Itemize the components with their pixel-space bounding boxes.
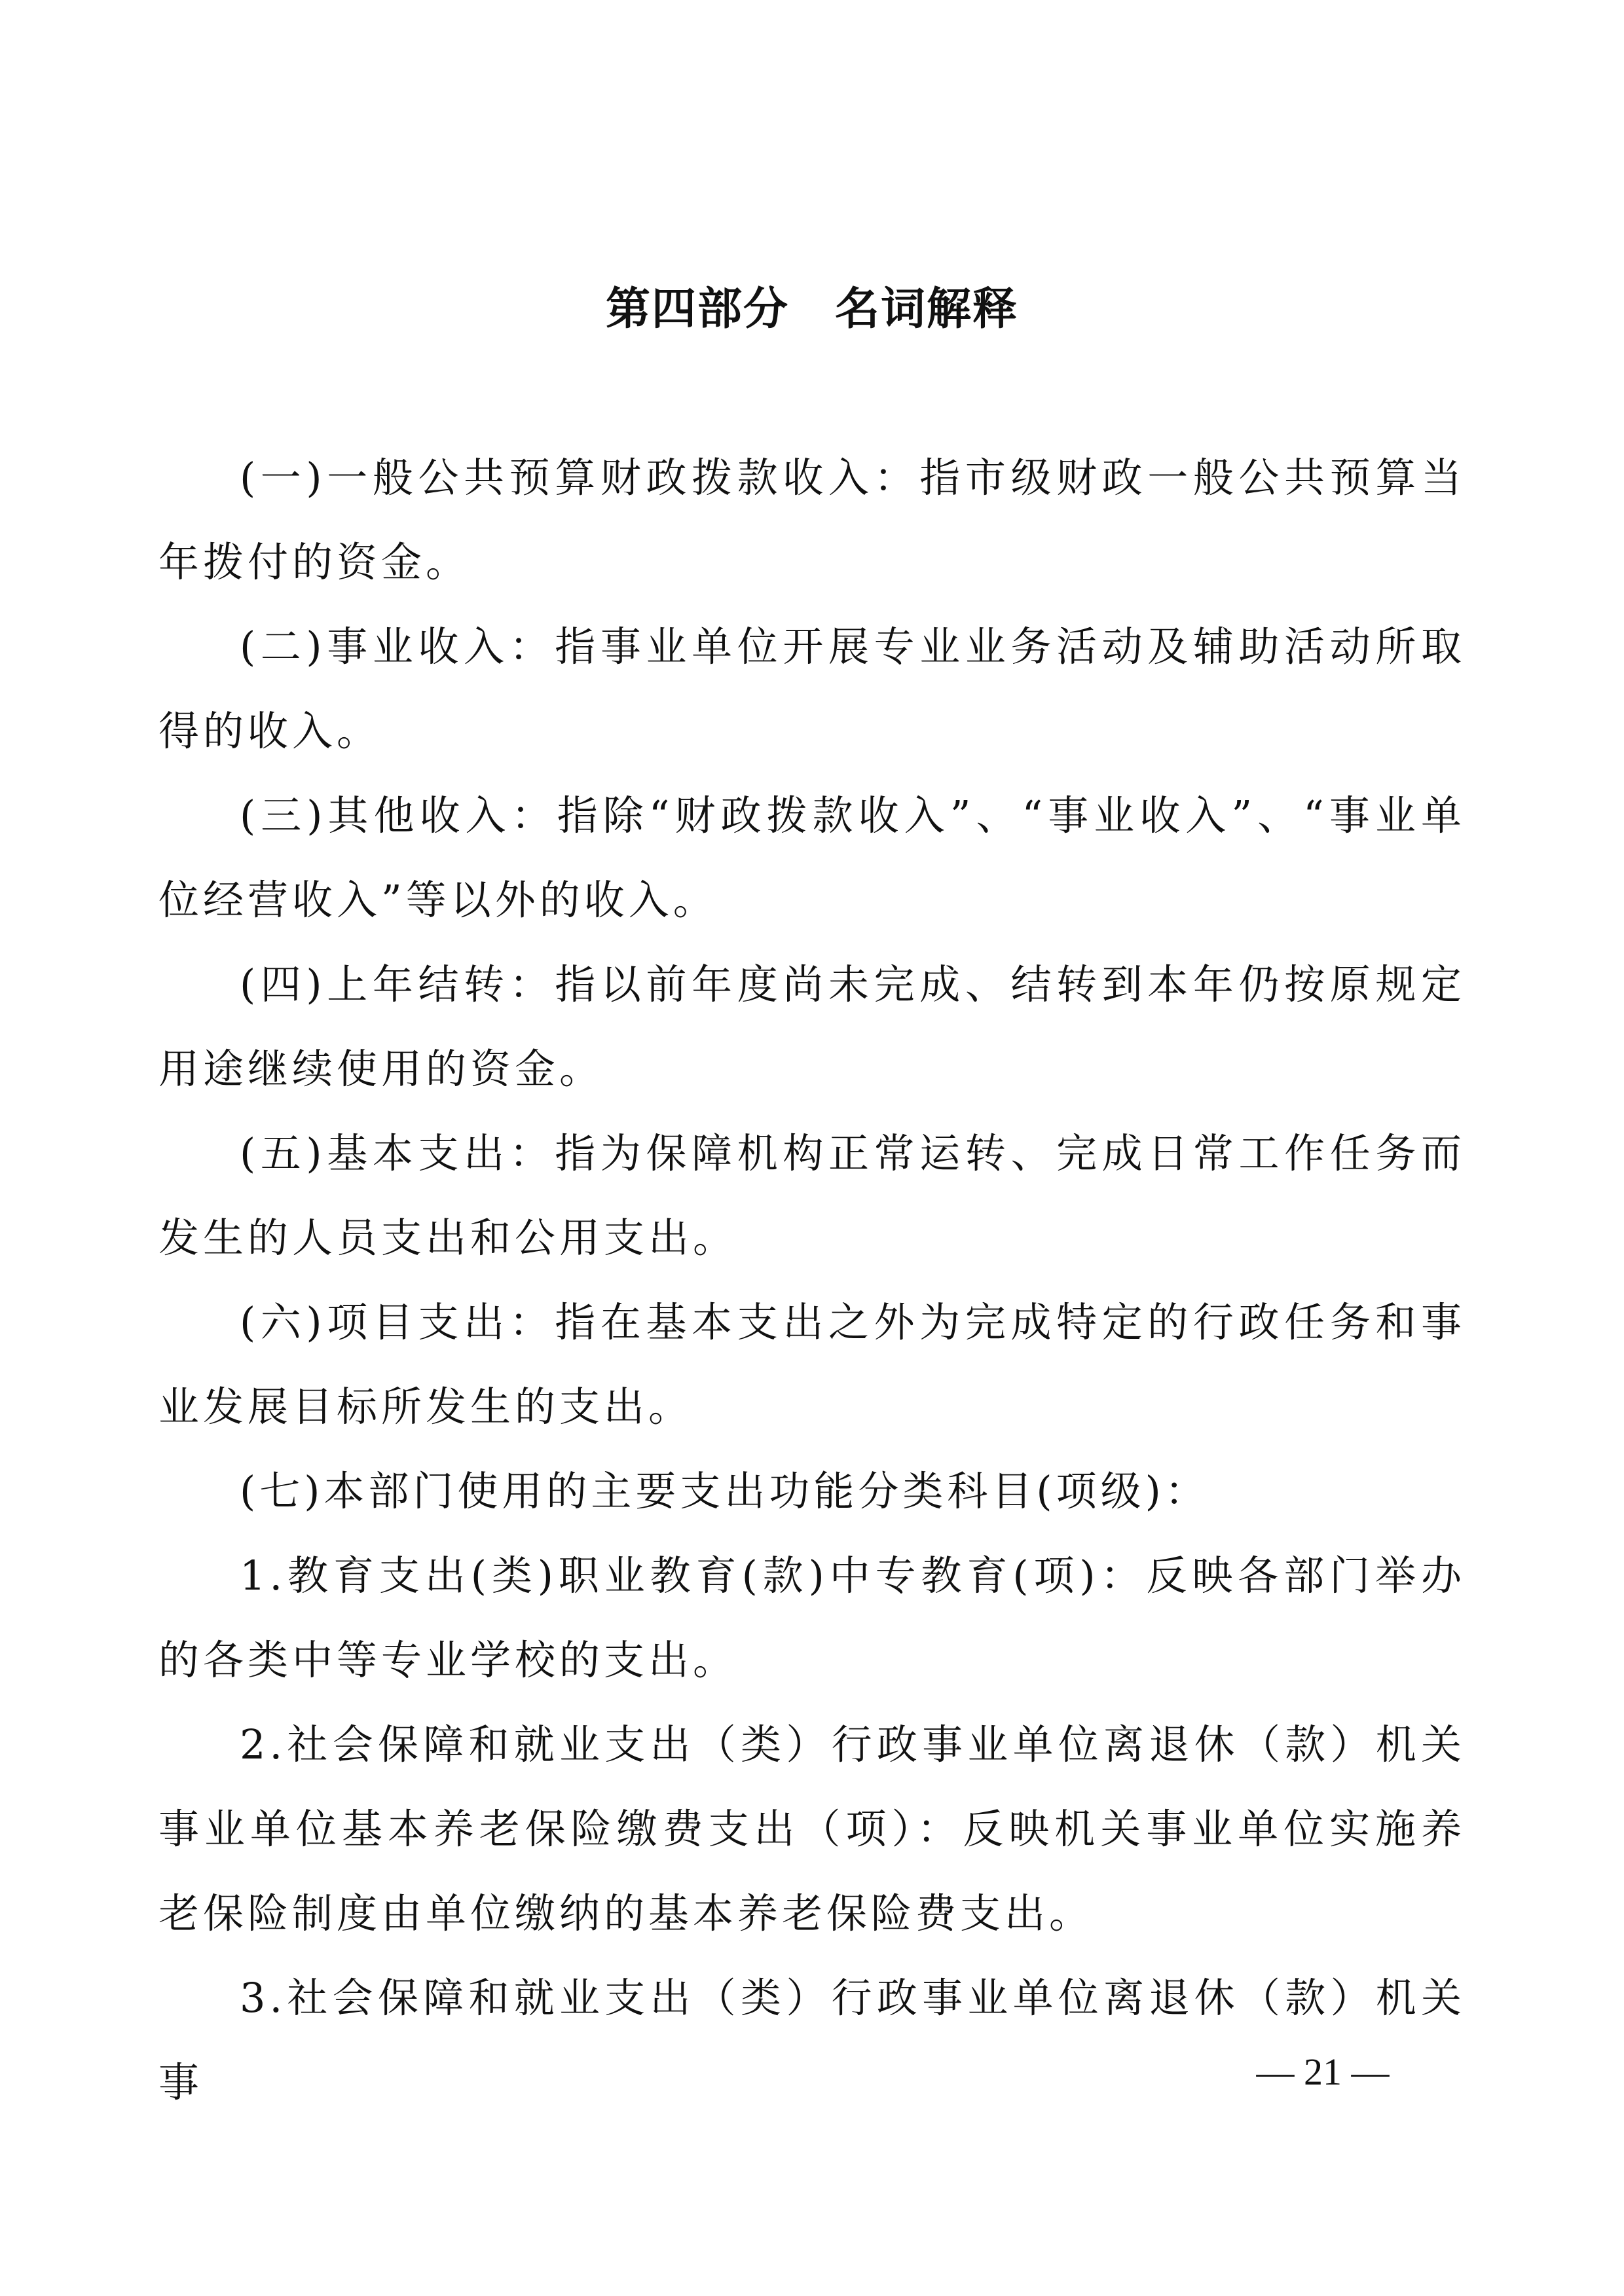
section-title: 第四部分 名词解释 <box>605 283 1018 335</box>
paragraph-item-3-social-security: 3.社会保障和就业支出（类）行政事业单位离退休（款）机关事 <box>158 1974 1466 2106</box>
paragraph-business-income: (二)事业收入：指事业单位开展专业业务活动及辅助活动所取得的收入。 <box>158 623 1466 755</box>
paragraph-item-1-education: 1.教育支出(类)职业教育(款)中专教育(项)：反映各部门举办的各类中等专业学校的支出。 <box>158 1552 1466 1684</box>
paragraph-other-income: (三)其他收入：指除“财政拨款收入”、“事业收入”、“事业单位经营收入”等以外的收入。 <box>158 792 1466 924</box>
paragraph-item-2-pension: 2.社会保障和就业支出（类）行政事业单位离退休（款）机关事业单位基本养老保险缴费支出（项）：反映机关事业单位实施养老保险制度由单位缴纳的基本养老保险费支出。 <box>158 1721 1466 1937</box>
paragraph-function-categories: (七)本部门使用的主要支出功能分类科目(项级)： <box>240 1467 1209 1515</box>
paragraph-general-budget-income: (一)一般公共预算财政拨款收入：指市级财政一般公共预算当年拨付的资金。 <box>158 454 1466 586</box>
document-body <box>158 435 1466 2124</box>
paragraph-carryover: (四)上年结转：指以前年度尚未完成、结转到本年仍按原规定用途继续使用的资金。 <box>158 960 1466 1093</box>
page-number: — 21 — <box>1256 2050 1390 2093</box>
paragraph-project-expenditure: (六)项目支出：指在基本支出之外为完成特定的行政任务和事业发展目标所发生的支出。 <box>158 1298 1466 1430</box>
paragraph-basic-expenditure: (五)基本支出：指为保障机构正常运转、完成日常工作任务而发生的人员支出和公用支出。 <box>158 1129 1466 1262</box>
